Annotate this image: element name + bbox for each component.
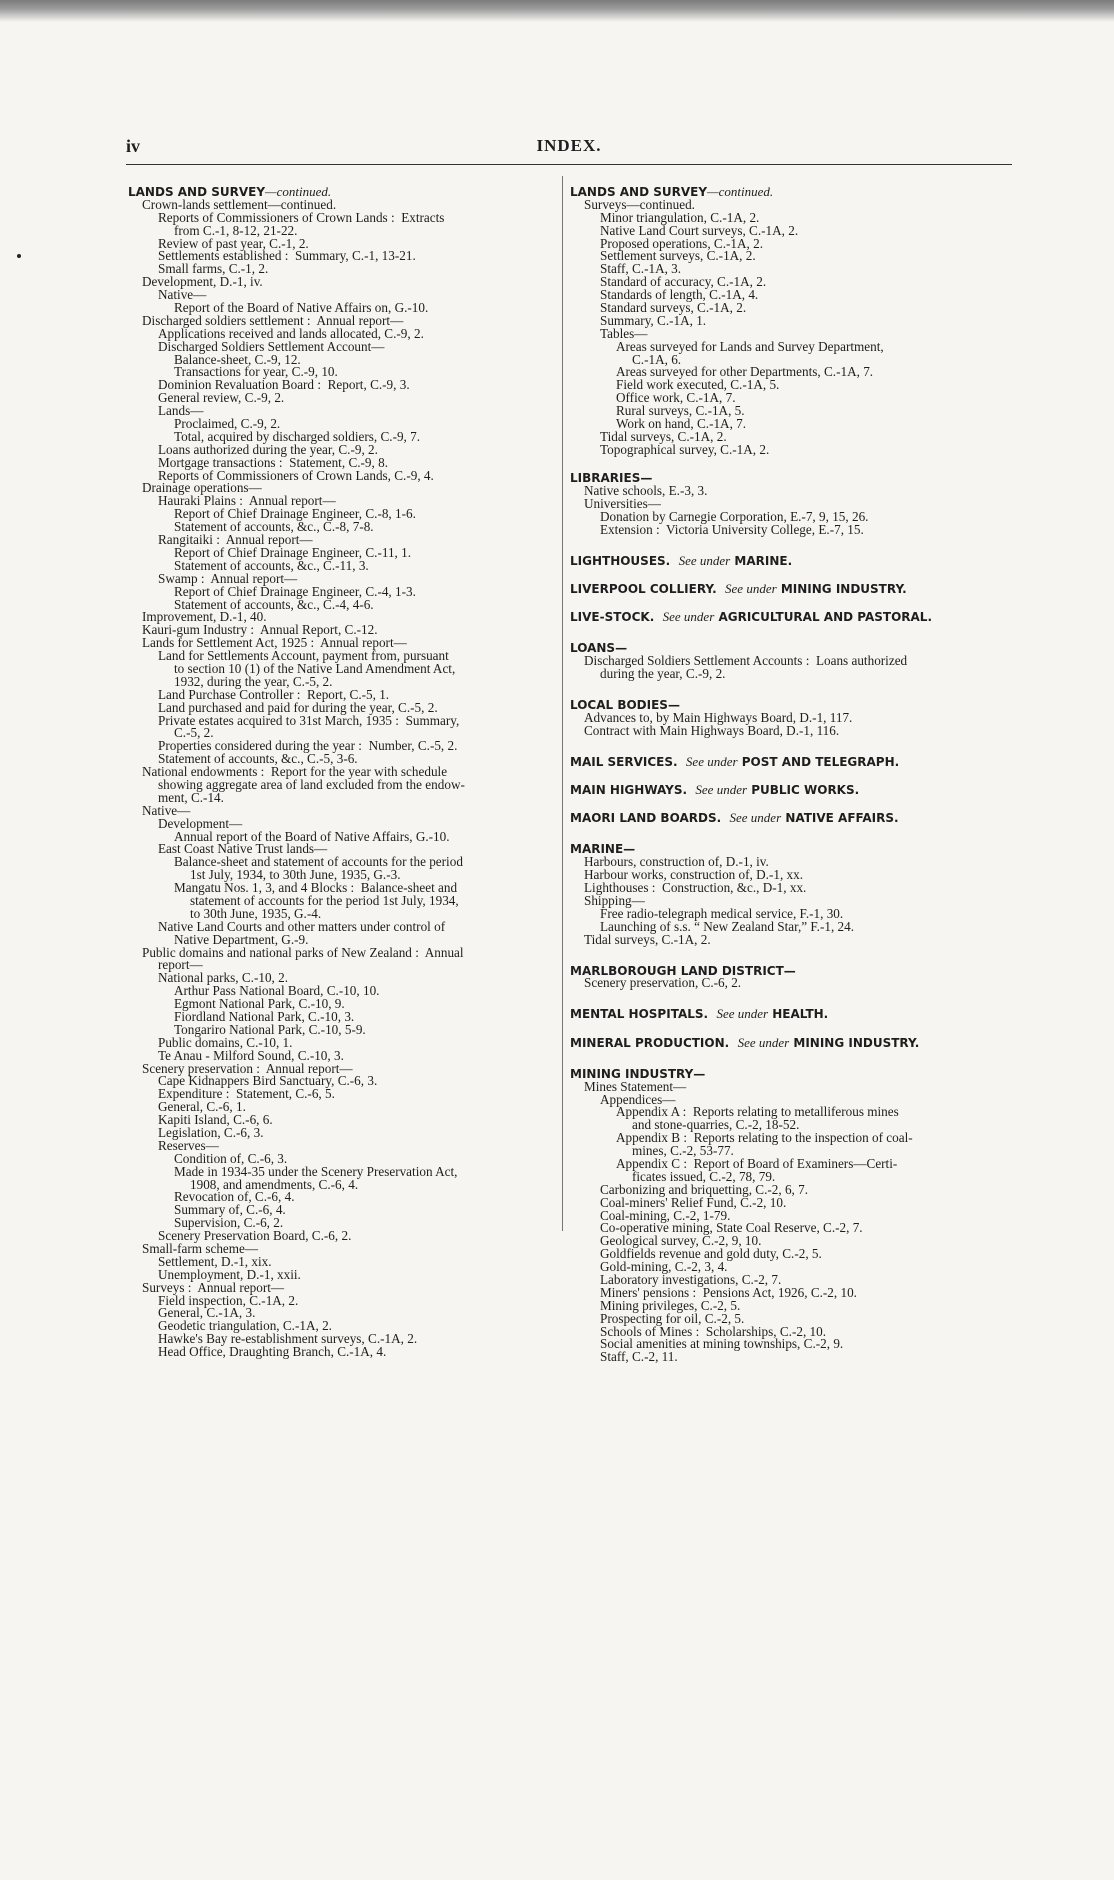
entry-text: Schools of Mines : Scholarships, C.-2, 10. — [600, 1323, 827, 1339]
entry-text: and stone-quarries, C.-2, 18-52. — [632, 1117, 800, 1133]
entry-text: Field inspection, C.-1A, 2. — [158, 1292, 299, 1308]
section-gap — [570, 738, 1016, 756]
entry-text: Statement of accounts, &c., C.-8, 7-8. — [174, 519, 374, 535]
entry-text: Scenery preservation, C.-6, 2. — [584, 975, 742, 991]
cross-reference: MINING INDUSTRY. — [793, 1035, 920, 1050]
see-under-note: See under — [725, 581, 777, 597]
entry-text: Balance-sheet, C.-9, 12. — [174, 351, 301, 367]
entry-text: statement of accounts for the period 1st July, 1934, — [190, 892, 459, 908]
entry-text: Areas surveyed for Lands and Survey Department, — [616, 338, 884, 354]
index-heading — [570, 583, 1016, 596]
entry-text: Extension : Victoria University College, E.-7, 15. — [600, 521, 864, 537]
entry-text: Dominion Revaluation Board : Report, C.-9, 3. — [158, 377, 410, 393]
entry-text: Free radio-telegraph medical service, F.-1, 30. — [600, 905, 844, 921]
entry-text: Geological survey, C.-2, 9, 10. — [600, 1233, 762, 1249]
entry-text: Mangatu Nos. 1, 3, and 4 Blocks : Balance-sheet and — [174, 880, 458, 896]
cross-reference: AGRICULTURAL AND PASTORAL. — [718, 610, 932, 625]
entry-text: Fiordland National Park, C.-10, 3. — [174, 1009, 355, 1024]
entry-text: Arthur Pass National Board, C.-10, 10. — [174, 983, 380, 999]
entry-text: Hawke's Bay re-establishment surveys, C.-1A, 2. — [158, 1331, 418, 1347]
entry-text: Advances to, by Main Highways Board, D.-1, 117. — [584, 709, 853, 725]
entry-text: Te Anau - Milford Sound, C.-10, 3. — [158, 1047, 344, 1063]
scan-top-edge — [0, 0, 1114, 22]
entry-text: Rural surveys, C.-1A, 5. — [616, 403, 745, 419]
entry-text: Appendices— — [600, 1091, 676, 1107]
entry-text: Mines Statement— — [584, 1078, 687, 1094]
entry-text: Social amenities at mining townships, C.-2, 9. — [600, 1336, 844, 1352]
entry-text: Total, acquired by discharged soldiers, C.-9, 7. — [174, 428, 421, 444]
entry-text: Goldfields revenue and gold duty, C.-2, 5. — [600, 1246, 822, 1262]
entry-text: Native schools, E.-3, 3. — [584, 483, 708, 499]
entry-text: Co-operative mining, State Coal Reserve, C.-2, 7. — [600, 1220, 863, 1236]
entry-text: Harbour works, construction of, D.-1, xx. — [584, 867, 804, 883]
entry-text: Surveys—continued. — [584, 196, 695, 212]
entry-text: Improvement, D.-1, 40. — [142, 609, 267, 625]
entry-text: Transactions for year, C.-9, 10. — [174, 364, 338, 380]
see-under-note: See under — [695, 782, 748, 798]
entry-text: Universities— — [584, 495, 661, 511]
see-under-note: See under — [685, 753, 738, 769]
entry-text: Miners' pensions : Pensions Act, 1926, C.-2, 10. — [600, 1284, 857, 1300]
entry-text: Field work executed, C.-1A, 5. — [616, 377, 780, 393]
page-number: iv — [126, 136, 141, 156]
index-entry — [570, 931, 1016, 947]
cross-reference: NATIVE AFFAIRS. — [785, 811, 899, 826]
entry-text: Gold-mining, C.-2, 3, 4. — [600, 1259, 728, 1275]
entry-text: Geodetic triangulation, C.-1A, 2. — [158, 1318, 332, 1334]
index-entry — [570, 521, 1016, 537]
entry-text: Hauraki Plains : Annual report— — [158, 493, 336, 509]
entry-text: Summary of, C.-6, 4. — [174, 1202, 286, 1218]
index-entry — [128, 789, 568, 805]
entry-text: Laboratory investigations, C.-2, 7. — [600, 1271, 782, 1287]
scan-speck — [17, 254, 21, 258]
entry-text: LIBRARIES— — [570, 471, 653, 486]
entry-text: 1932, during the year, C.-5, 2. — [174, 673, 333, 689]
entry-text: Summary, C.-1A, 1. — [600, 312, 707, 328]
entry-text: MENTAL HOSPITALS. — [570, 1007, 709, 1022]
entry-text: C.-5, 2. — [174, 725, 214, 741]
section-gap — [570, 537, 1016, 555]
entry-text: Development, D.-1, iv. — [142, 274, 263, 290]
section-gap — [570, 769, 1016, 784]
entry-text: Coal-mining, C.-2, 1-79. — [600, 1207, 731, 1223]
see-under-note: See under — [737, 1034, 790, 1050]
entry-text: Land for Settlements Account, payment from, pursuant — [158, 648, 449, 664]
entry-text: National parks, C.-10, 2. — [158, 970, 289, 986]
entry-text: LANDS AND SURVEY — [128, 185, 266, 199]
entry-text: Tidal surveys, C.-1A, 2. — [584, 931, 711, 947]
entry-text: Swamp : Annual report— — [158, 570, 298, 586]
continued-note: —continued. — [707, 184, 774, 199]
entry-text: LOANS— — [570, 641, 628, 656]
entry-text: Native Land Courts and other matters under control of — [158, 918, 446, 934]
entry-text: Development— — [158, 815, 243, 831]
entry-text: Discharged Soldiers Settlement Accounts : Loans authorized — [584, 653, 908, 669]
entry-text: Harbours, construction of, D.-1, iv. — [584, 854, 769, 870]
see-under-note: See under — [662, 609, 715, 625]
cross-reference: MARINE. — [734, 553, 793, 568]
entry-text: MAORI LAND BOARDS. — [570, 811, 722, 826]
entry-text: Mining privileges, C.-2, 5. — [600, 1297, 741, 1313]
entry-text: Expenditure : Statement, C.-6, 5. — [158, 1086, 335, 1102]
entry-text: Proclaimed, C.-9, 2. — [174, 416, 281, 432]
entry-text: LIVE-STOCK. — [570, 610, 655, 625]
entry-text: 1908, and amendments, C.-6, 4. — [190, 1176, 359, 1192]
entry-text: MINERAL PRODUCTION. — [570, 1035, 730, 1050]
index-entry — [570, 1351, 1016, 1364]
entry-text: Topographical survey, C.-1A, 2. — [600, 441, 770, 457]
entry-text: ment, C.-14. — [158, 789, 224, 805]
entry-text: Reports of Commissioners of Crown Lands : Extracts — [158, 209, 445, 225]
entry-text: Loans authorized during the year, C.-9, 2. — [158, 441, 378, 457]
section-gap — [570, 568, 1016, 583]
entry-text: Head Office, Draughting Branch, C.-1A, 4. — [158, 1344, 387, 1360]
entry-text: Land purchased and paid for during the year, C.-5, 2. — [158, 699, 438, 715]
entry-text: Supervision, C.-6, 2. — [174, 1215, 284, 1231]
entry-text: Tidal surveys, C.-1A, 2. — [600, 428, 727, 444]
entry-text: Mortgage transactions : Statement, C.-9, 8. — [158, 454, 389, 470]
entry-text: Minor triangulation, C.-1A, 2. — [600, 209, 760, 225]
entry-text: to section 10 (1) of the Native Land Amendment Act, — [174, 660, 456, 676]
entry-text: Lands for Settlement Act, 1925 : Annual report— — [142, 635, 407, 651]
entry-text: Reserves— — [158, 1137, 219, 1153]
section-gap — [570, 825, 1016, 843]
entry-text: Tables— — [600, 325, 648, 341]
entry-text: Balance-sheet and statement of accounts for the period — [174, 854, 463, 870]
entry-text: Cape Kidnappers Bird Sanctuary, C.-6, 3. — [158, 1073, 378, 1089]
entry-text: Proposed operations, C.-1A, 2. — [600, 235, 763, 251]
index-entry — [570, 722, 1016, 738]
entry-text: MINING INDUSTRY— — [570, 1066, 706, 1081]
entry-text: Scenery preservation : Annual report— — [142, 1060, 353, 1076]
entry-text: Reports of Commissioners of Crown Lands, C.-9, 4. — [158, 467, 434, 483]
index-entry — [128, 1346, 568, 1359]
entry-text: Standard surveys, C.-1A, 2. — [600, 300, 747, 316]
entry-text: 1st July, 1934, to 30th June, 1935, G.-3. — [190, 867, 401, 883]
entry-text: report— — [158, 957, 203, 973]
index-heading — [570, 753, 1016, 769]
entry-text: Staff, C.-2, 11. — [600, 1349, 678, 1365]
entry-text: ficates issued, C.-2, 78, 79. — [632, 1168, 776, 1184]
entry-text: Public domains and national parks of New Zealand : Annual — [142, 944, 464, 960]
entry-text: Native— — [142, 802, 191, 818]
entry-text: Drainage operations— — [142, 480, 262, 496]
see-under-note: See under — [729, 810, 782, 826]
entry-text: Lighthouses : Construction, &c., D-1, xx. — [584, 880, 807, 896]
section-gap — [570, 1021, 1016, 1036]
section-gap — [570, 1050, 1016, 1068]
entry-text: Condition of, C.-6, 3. — [174, 1150, 288, 1166]
entry-text: Appendix B : Reports relating to the inspection of coal- — [616, 1130, 913, 1146]
index-heading — [570, 1034, 1016, 1050]
entry-text: Private estates acquired to 31st March, 1935 : Summary, — [158, 712, 460, 728]
continued-note: —continued. — [265, 184, 332, 199]
entry-text: during the year, C.-9, 2. — [600, 666, 726, 682]
entry-text: Small farms, C.-1, 2. — [158, 261, 269, 277]
entry-text: Lands— — [158, 403, 204, 419]
entry-text: MARINE— — [570, 842, 636, 857]
entry-text: Applications received and lands allocated, C.-9, 2. — [158, 325, 424, 341]
index-heading — [570, 1008, 1016, 1021]
index-entry — [570, 668, 1016, 681]
entry-text: Review of past year, C.-1, 2. — [158, 235, 309, 251]
entry-text: showing aggregate area of land excluded from the endow- — [158, 776, 465, 792]
entry-text: Scenery Preservation Board, C.-6, 2. — [158, 1228, 352, 1244]
section-gap — [570, 457, 1016, 472]
section-gap — [570, 681, 1016, 699]
entry-text: Land Purchase Controller : Report, C.-5, 1. — [158, 686, 390, 702]
see-under-note: See under — [716, 1006, 769, 1022]
entry-text: Annual report of the Board of Native Affairs, G.-10. — [174, 828, 450, 844]
entry-text: LOCAL BODIES— — [570, 698, 680, 713]
index-entry — [570, 977, 1016, 990]
entry-text: General review, C.-9, 2. — [158, 390, 285, 406]
entry-text: Contract with Main Highways Board, D.-1, 116. — [584, 722, 840, 738]
index-heading — [570, 552, 1016, 568]
index-column-right — [570, 186, 1016, 1364]
entry-text: General, C.-6, 1. — [158, 1099, 246, 1115]
entry-text: Settlements established : Summary, C.-1, 13-21. — [158, 248, 416, 264]
entry-text: Report of Chief Drainage Engineer, C.-11, 1. — [174, 544, 412, 560]
entry-text: Native— — [158, 287, 207, 303]
entry-text: Staff, C.-1A, 3. — [600, 261, 682, 277]
entry-text: National endowments : Report for the year with schedule — [142, 764, 448, 780]
entry-text: Native Department, G.-9. — [174, 931, 309, 947]
entry-text: Settlement, D.-1, xix. — [158, 1253, 272, 1269]
entry-text: Statement of accounts, &c., C.-5, 3-6. — [158, 751, 358, 767]
entry-text: Report of the Board of Native Affairs on, G.-10. — [174, 300, 429, 316]
section-gap — [570, 990, 1016, 1008]
section-gap — [570, 947, 1016, 965]
entry-text: Statement of accounts, &c., C.-4, 4-6. — [174, 596, 374, 612]
index-entry — [570, 441, 1016, 457]
page-header — [126, 136, 1012, 160]
entry-text: Crown-lands settlement—continued. — [142, 196, 337, 212]
entry-text: Public domains, C.-10, 1. — [158, 1034, 293, 1050]
cross-reference: MINING INDUSTRY. — [780, 582, 907, 597]
header-rule — [126, 164, 1012, 165]
entry-text: Areas surveyed for other Departments, C.-1A, 7. — [616, 364, 874, 380]
entry-text: Prospecting for oil, C.-2, 5. — [600, 1310, 745, 1326]
entry-text: Coal-miners' Relief Fund, C.-2, 10. — [600, 1194, 787, 1210]
entry-text: from C.-1, 8-12, 21-22. — [174, 222, 298, 238]
entry-text: Standard of accuracy, C.-1A, 2. — [600, 274, 767, 290]
entry-text: Discharged Soldiers Settlement Account— — [158, 338, 385, 354]
entry-text: Legislation, C.-6, 3. — [158, 1125, 264, 1141]
entry-text: Properties considered during the year : Number, C.-5, 2. — [158, 738, 458, 754]
page-title: INDEX. — [536, 136, 602, 155]
entry-text: LIGHTHOUSES. — [570, 553, 671, 568]
section-gap — [570, 624, 1016, 642]
entry-text: Egmont National Park, C.-10, 9. — [174, 996, 345, 1012]
entry-text: General, C.-1A, 3. — [158, 1305, 256, 1321]
entry-text: LIVERPOOL COLLIERY. — [570, 582, 717, 597]
entry-text: LANDS AND SURVEY — [570, 185, 708, 199]
entry-text: Rangitaiki : Annual report— — [158, 532, 313, 548]
entry-text: Work on hand, C.-1A, 7. — [616, 416, 747, 432]
entry-text: Unemployment, D.-1, xxii. — [158, 1266, 301, 1282]
entry-text: Appendix A : Reports relating to metalliferous mines — [616, 1104, 899, 1120]
entry-text: Settlement surveys, C.-1A, 2. — [600, 248, 756, 264]
index-heading — [570, 784, 1016, 797]
entry-text: Shipping— — [584, 892, 645, 908]
entry-text: Carbonizing and briquetting, C.-2, 6, 7. — [600, 1181, 809, 1197]
entry-text: Standards of length, C.-1A, 4. — [600, 287, 759, 303]
entry-text: Launching of s.s. “ New Zealand Star,” F.-1, 24. — [600, 918, 855, 934]
entry-text: Discharged soldiers settlement : Annual report— — [142, 312, 404, 328]
entry-text: Revocation of, C.-6, 4. — [174, 1189, 295, 1205]
cross-reference: POST AND TELEGRAPH. — [741, 754, 900, 769]
entry-text: Kauri-gum Industry : Annual Report, C.-12. — [142, 622, 378, 638]
index-column-left — [128, 186, 568, 1359]
entry-text: Kapiti Island, C.-6, 6. — [158, 1112, 273, 1128]
entry-text: Native Land Court surveys, C.-1A, 2. — [600, 222, 799, 238]
entry-text: Appendix C : Report of Board of Examiners—Certi- — [616, 1155, 898, 1171]
entry-text: Report of Chief Drainage Engineer, C.-8, 1-6. — [174, 506, 416, 522]
entry-text: mines, C.-2, 53-77. — [632, 1143, 734, 1159]
index-heading — [570, 812, 1016, 825]
entry-text: East Coast Native Trust lands— — [158, 841, 328, 857]
index-heading — [570, 611, 1016, 624]
entry-text: Office work, C.-1A, 7. — [616, 390, 736, 406]
entry-text: MAIL SERVICES. — [570, 754, 678, 769]
entry-text: Report of Chief Drainage Engineer, C.-4, 1-3. — [174, 583, 416, 599]
entry-text: MAIN HIGHWAYS. — [570, 783, 688, 798]
entry-text: Made in 1934-35 under the Scenery Preservation Act, — [174, 1163, 458, 1179]
see-under-note: See under — [678, 552, 731, 568]
entry-text: Donation by Carnegie Corporation, E.-7, 9, 15, 26. — [600, 508, 869, 524]
entry-text: to 30th June, 1935, G.-4. — [190, 905, 322, 921]
entry-text: C.-1A, 6. — [632, 351, 682, 367]
entry-text: Tongariro National Park, C.-10, 5-9. — [174, 1021, 366, 1037]
entry-text: Small-farm scheme— — [142, 1241, 259, 1257]
entry-text: MARLBOROUGH LAND DISTRICT— — [570, 963, 796, 978]
entry-text: Statement of accounts, &c., C.-11, 3. — [174, 557, 369, 573]
cross-reference: PUBLIC WORKS. — [751, 783, 860, 798]
cross-reference: HEALTH. — [772, 1007, 829, 1022]
entry-text: Surveys : Annual report— — [142, 1279, 285, 1295]
